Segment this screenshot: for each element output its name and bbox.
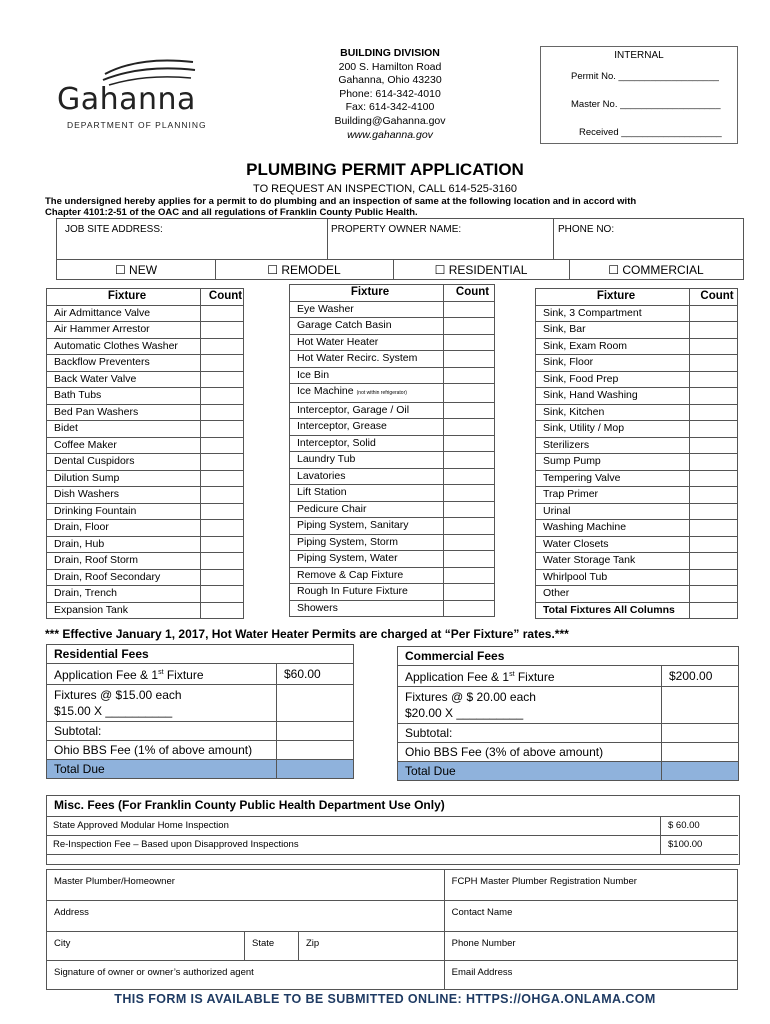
fixture-count-dish-washers[interactable] xyxy=(201,487,244,504)
fixture-count-sink-exam-room[interactable] xyxy=(690,338,738,355)
commercial-fixtures-label: Fixtures @ $ 20.00 each $20.00 X __________ xyxy=(398,687,662,724)
fixture-label-dish-washers: Dish Washers xyxy=(47,487,201,504)
fixture-row xyxy=(536,487,738,504)
fixture-row xyxy=(47,437,244,454)
fixture-row xyxy=(290,518,495,535)
count-header: Count xyxy=(690,289,738,306)
fixture-count-interceptor-grease[interactable] xyxy=(444,419,495,436)
fixture-count-urinal[interactable] xyxy=(690,503,738,520)
fixture-count-sink-kitchen[interactable] xyxy=(690,404,738,421)
logo-wordmark: Gahanna xyxy=(57,82,196,117)
division-address xyxy=(290,47,490,142)
property-owner-field[interactable] xyxy=(327,219,554,259)
fixture-count-air-hammer-arrestor[interactable] xyxy=(201,322,244,339)
new-checkbox[interactable]: ☐ NEW xyxy=(57,260,216,280)
fixture-row xyxy=(47,371,244,388)
fixture-label-sink-bar: Sink, Bar xyxy=(536,322,690,339)
permit-no-field[interactable]: Permit No. ___________________ xyxy=(571,71,719,82)
fixture-label-ice-machine: Ice Machine (not within refrigerator) xyxy=(290,384,444,403)
fixture-row xyxy=(290,435,495,452)
owner-label: PROPERTY OWNER NAME: xyxy=(331,224,462,235)
applicant-info-table xyxy=(46,869,738,990)
logo-department: DEPARTMENT OF PLANNING xyxy=(67,120,207,130)
fixture-row xyxy=(536,470,738,487)
city-line: Gahanna, Ohio 43230 xyxy=(338,74,442,87)
fixture-label-remove-cap-fixture: Remove & Cap Fixture xyxy=(290,567,444,584)
address-line: 200 S. Hamilton Road xyxy=(338,60,442,73)
commercial-bbs-label: Ohio BBS Fee (3% of above amount) xyxy=(398,743,662,762)
fixture-table-2 xyxy=(289,284,495,617)
fixture-label-lift-station: Lift Station xyxy=(290,485,444,502)
master-no-field[interactable]: Master No. ___________________ xyxy=(571,99,721,110)
reinspection-fee-amount: $100.00 xyxy=(661,836,739,855)
fixture-label-garage-catch-basin: Garage Catch Basin xyxy=(290,318,444,335)
fixture-count-sink-3-compartment[interactable] xyxy=(690,305,738,322)
fixture-label-sink-3-compartment: Sink, 3 Compartment xyxy=(536,305,690,322)
residential-checkbox[interactable]: ☐ RESIDENTIAL xyxy=(393,260,570,280)
fixture-row xyxy=(536,388,738,405)
residential-subtotal-amount[interactable] xyxy=(277,722,354,741)
fixture-row xyxy=(47,421,244,438)
fixture-count-sink-food-prep[interactable] xyxy=(690,371,738,388)
internal-title: INTERNAL xyxy=(614,50,664,61)
fixture-label-sink-food-prep: Sink, Food Prep xyxy=(536,371,690,388)
zip-field[interactable]: Zip xyxy=(299,932,445,961)
fixture-row xyxy=(290,567,495,584)
fixture-row xyxy=(536,322,738,339)
fixture-label-expansion-tank: Expansion Tank xyxy=(47,602,201,619)
fixture-label-drain-floor: Drain, Floor xyxy=(47,520,201,537)
reinspection-fee-label: Re-Inspection Fee – Based upon Disapproved Inspections xyxy=(46,836,661,855)
internal-box xyxy=(540,46,738,144)
fixture-row xyxy=(536,520,738,537)
fixture-label-automatic-clothes-washer: Automatic Clothes Washer xyxy=(47,338,201,355)
fixture-row xyxy=(47,470,244,487)
fixture-row xyxy=(290,301,495,318)
master-plumber-field[interactable]: Master Plumber/Homeowner xyxy=(47,870,445,901)
fixture-label-trap-primer: Trap Primer xyxy=(536,487,690,504)
fixture-row xyxy=(290,334,495,351)
residential-fees-title: Residential Fees xyxy=(47,645,354,664)
fixture-row xyxy=(290,600,495,617)
fixture-label-tempering-valve: Tempering Valve xyxy=(536,470,690,487)
fixture-row xyxy=(290,501,495,518)
fixture-row xyxy=(290,468,495,485)
fixture-row xyxy=(290,584,495,601)
fixture-row xyxy=(47,305,244,322)
fixture-label-hot-water-recirc-system: Hot Water Recirc. System xyxy=(290,351,444,368)
fixture-count-interceptor-garage-oil[interactable] xyxy=(444,402,495,419)
fixture-row xyxy=(47,322,244,339)
commercial-fees-table xyxy=(397,646,739,781)
misc-fees-table xyxy=(46,816,738,855)
fixture-label-backflow-preventers: Backflow Preventers xyxy=(47,355,201,372)
fixture-count-trap-primer[interactable] xyxy=(690,487,738,504)
fixture-count-drain-roof-secondary[interactable] xyxy=(201,569,244,586)
fixture-row xyxy=(536,437,738,454)
fixture-count-expansion-tank[interactable] xyxy=(201,602,244,619)
fixture-label-piping-system-storm: Piping System, Storm xyxy=(290,534,444,551)
fixture-count-bidet[interactable] xyxy=(201,421,244,438)
fixture-count-laundry-tub[interactable] xyxy=(444,452,495,469)
fixture-label-sterilizers: Sterilizers xyxy=(536,437,690,454)
fixture-count-backflow-preventers[interactable] xyxy=(201,355,244,372)
fixture-count-sink-bar[interactable] xyxy=(690,322,738,339)
commercial-bbs-amount[interactable] xyxy=(662,743,739,762)
fixture-count-remove-cap-fixture[interactable] xyxy=(444,567,495,584)
fixture-table-1 xyxy=(46,288,244,619)
ice-machine-note: (not within refrigerator) xyxy=(356,390,407,396)
fixture-label-drinking-fountain: Drinking Fountain xyxy=(47,503,201,520)
fixture-label-ice-bin: Ice Bin xyxy=(290,367,444,384)
fixture-label-interceptor-garage-oil: Interceptor, Garage / Oil xyxy=(290,402,444,419)
job-site-address-field[interactable] xyxy=(57,219,328,259)
fixture-count-sink-hand-washing[interactable] xyxy=(690,388,738,405)
fixture-count-drain-trench[interactable] xyxy=(201,586,244,603)
fixture-label-urinal: Urinal xyxy=(536,503,690,520)
fixture-count-lift-station[interactable] xyxy=(444,485,495,502)
fixture-count-ice-machine[interactable] xyxy=(444,384,495,403)
fixture-label-rough-in-future-fixture: Rough In Future Fixture xyxy=(290,584,444,601)
fixture-count-bath-tubs[interactable] xyxy=(201,388,244,405)
fixture-count-drinking-fountain[interactable] xyxy=(201,503,244,520)
job-site-label: JOB SITE ADDRESS: xyxy=(65,224,163,235)
fixture-row xyxy=(290,384,495,403)
fixture-label-laundry-tub: Laundry Tub xyxy=(290,452,444,469)
fixture-label-bidet: Bidet xyxy=(47,421,201,438)
fixture-label-drain-trench: Drain, Trench xyxy=(47,586,201,603)
fixture-row xyxy=(536,355,738,372)
fixture-count-hot-water-heater[interactable] xyxy=(444,334,495,351)
fixture-label-hot-water-heater: Hot Water Heater xyxy=(290,334,444,351)
commercial-app-fee-amount: $200.00 xyxy=(662,666,739,687)
commercial-fees-title: Commercial Fees xyxy=(398,647,739,666)
residential-total-amount[interactable] xyxy=(277,760,354,779)
phone-number-field[interactable]: Phone Number xyxy=(444,932,737,961)
fixture-label-air-admittance-valve: Air Admittance Valve xyxy=(47,305,201,322)
fixture-row xyxy=(290,534,495,551)
fixture-row xyxy=(47,388,244,405)
fixture-row xyxy=(536,404,738,421)
fixture-row xyxy=(47,355,244,372)
effective-note: *** Effective January 1, 2017, Hot Water Heater Permits are charged at “Per Fixture” rates.*** xyxy=(45,627,569,641)
fixture-table-3 xyxy=(535,288,738,619)
fixture-row xyxy=(536,305,738,322)
fixture-label-lavatories: Lavatories xyxy=(290,468,444,485)
residential-app-fee-label: Application Fee & 1st Fixture xyxy=(47,664,277,685)
fixture-label-interceptor-solid: Interceptor, Solid xyxy=(290,435,444,452)
fixture-row xyxy=(290,419,495,436)
website-line: www.gahanna.gov xyxy=(347,128,433,141)
fixture-row xyxy=(47,586,244,603)
fixture-label-pedicure-chair: Pedicure Chair xyxy=(290,501,444,518)
fixture-label-interceptor-grease: Interceptor, Grease xyxy=(290,419,444,436)
fixture-count-rough-in-future-fixture[interactable] xyxy=(444,584,495,601)
commercial-total-amount[interactable] xyxy=(662,762,739,781)
fixture-row xyxy=(290,485,495,502)
intro-text-2: Chapter 4101:2-51 of the OAC and all regulations of Franklin County Public Health. xyxy=(45,207,418,218)
fixture-label-other: Other xyxy=(536,586,690,603)
fixture-label-water-storage-tank: Water Storage Tank xyxy=(536,553,690,570)
fixture-row xyxy=(536,338,738,355)
email-line: Building@Gahanna.gov xyxy=(334,114,446,127)
total-fixtures-count[interactable] xyxy=(690,602,738,619)
fixture-row xyxy=(47,536,244,553)
fixture-row xyxy=(536,421,738,438)
fixture-label-dilution-sump: Dilution Sump xyxy=(47,470,201,487)
fixture-count-automatic-clothes-washer[interactable] xyxy=(201,338,244,355)
state-field[interactable]: State xyxy=(245,932,299,961)
fixture-header: Fixture xyxy=(290,285,444,302)
residential-fees-table xyxy=(46,644,354,779)
fixture-row xyxy=(536,454,738,471)
logo xyxy=(55,52,215,132)
fixture-count-whirlpool-tub[interactable] xyxy=(690,569,738,586)
fixture-label-showers: Showers xyxy=(290,600,444,617)
fixture-row xyxy=(290,452,495,469)
fixture-row xyxy=(47,503,244,520)
fixture-label-drain-hub: Drain, Hub xyxy=(47,536,201,553)
fixture-count-washing-machine[interactable] xyxy=(690,520,738,537)
fixture-row xyxy=(536,371,738,388)
fixture-count-drain-hub[interactable] xyxy=(201,536,244,553)
fixture-label-sink-floor: Sink, Floor xyxy=(536,355,690,372)
fixture-row xyxy=(47,569,244,586)
fixture-label-bed-pan-washers: Bed Pan Washers xyxy=(47,404,201,421)
modular-inspection-amount: $ 60.00 xyxy=(661,817,739,836)
fixture-row xyxy=(47,338,244,355)
fixture-count-piping-system-water[interactable] xyxy=(444,551,495,568)
commercial-subtotal-label: Subtotal: xyxy=(398,724,662,743)
fixture-count-other[interactable] xyxy=(690,586,738,603)
fixture-row xyxy=(536,536,738,553)
fixture-label-air-hammer-arrestor: Air Hammer Arrestor xyxy=(47,322,201,339)
fixture-label-drain-roof-storm: Drain, Roof Storm xyxy=(47,553,201,570)
fixture-count-piping-system-storm[interactable] xyxy=(444,534,495,551)
fixture-label-water-closets: Water Closets xyxy=(536,536,690,553)
division-title: BUILDING DIVISION xyxy=(340,47,440,59)
misc-fees-box xyxy=(46,795,740,865)
fixture-count-coffee-maker[interactable] xyxy=(201,437,244,454)
fixture-row xyxy=(47,454,244,471)
fixture-row xyxy=(290,367,495,384)
fixture-count-lavatories[interactable] xyxy=(444,468,495,485)
residential-bbs-label: Ohio BBS Fee (1% of above amount) xyxy=(47,741,277,760)
residential-bbs-amount[interactable] xyxy=(277,741,354,760)
fixture-row xyxy=(536,503,738,520)
fixture-count-hot-water-recirc-system[interactable] xyxy=(444,351,495,368)
fixture-count-dental-cuspidors[interactable] xyxy=(201,454,244,471)
fixture-count-drain-floor[interactable] xyxy=(201,520,244,537)
fixture-count-eye-washer[interactable] xyxy=(444,301,495,318)
fixture-count-sink-utility-mop[interactable] xyxy=(690,421,738,438)
fixture-count-tempering-valve[interactable] xyxy=(690,470,738,487)
residential-fixtures-amount[interactable] xyxy=(277,685,354,722)
fixture-label-coffee-maker: Coffee Maker xyxy=(47,437,201,454)
fixture-label-sump-pump: Sump Pump xyxy=(536,454,690,471)
commercial-app-fee-label: Application Fee & 1st Fixture xyxy=(398,666,662,687)
fixture-label-sink-exam-room: Sink, Exam Room xyxy=(536,338,690,355)
fixture-row xyxy=(290,351,495,368)
fixture-row xyxy=(290,551,495,568)
phone-no-field[interactable] xyxy=(553,219,743,259)
fixture-count-air-admittance-valve[interactable] xyxy=(201,305,244,322)
fixture-count-piping-system-sanitary[interactable] xyxy=(444,518,495,535)
count-header: Count xyxy=(201,289,244,306)
fixture-label-dental-cuspidors: Dental Cuspidors xyxy=(47,454,201,471)
fixture-label-eye-washer: Eye Washer xyxy=(290,301,444,318)
fixture-count-water-closets[interactable] xyxy=(690,536,738,553)
email-address-field[interactable]: Email Address xyxy=(444,961,737,990)
fixture-count-sterilizers[interactable] xyxy=(690,437,738,454)
fixture-count-sump-pump[interactable] xyxy=(690,454,738,471)
commercial-checkbox[interactable]: ☐ COMMERCIAL xyxy=(608,263,704,277)
commercial-subtotal-amount[interactable] xyxy=(662,724,739,743)
fixture-header: Fixture xyxy=(536,289,690,306)
fixture-row xyxy=(47,553,244,570)
fixture-row xyxy=(536,586,738,603)
fixture-count-garage-catch-basin[interactable] xyxy=(444,318,495,335)
count-header: Count xyxy=(444,285,495,302)
fixture-label-back-water-valve: Back Water Valve xyxy=(47,371,201,388)
fixture-row xyxy=(47,404,244,421)
fixture-label-sink-utility-mop: Sink, Utility / Mop xyxy=(536,421,690,438)
fixture-count-bed-pan-washers[interactable] xyxy=(201,404,244,421)
fixture-count-pedicure-chair[interactable] xyxy=(444,501,495,518)
fixture-row xyxy=(290,318,495,335)
fixture-row xyxy=(47,520,244,537)
fcph-registration-field[interactable]: FCPH Master Plumber Registration Number xyxy=(444,870,737,901)
fixture-count-ice-bin[interactable] xyxy=(444,367,495,384)
fixture-label-washing-machine: Washing Machine xyxy=(536,520,690,537)
signature-field[interactable]: Signature of owner or owner’s authorized agent xyxy=(47,961,445,990)
residential-app-fee-amount: $60.00 xyxy=(277,664,354,685)
received-field[interactable]: Received ___________________ xyxy=(579,127,722,138)
fixture-row xyxy=(290,402,495,419)
fax-line: Fax: 614-342-4100 xyxy=(345,101,435,114)
commercial-fixtures-amount[interactable] xyxy=(662,687,739,724)
fixture-label-sink-kitchen: Sink, Kitchen xyxy=(536,404,690,421)
fixture-count-drain-roof-storm[interactable] xyxy=(201,553,244,570)
phone-label: PHONE NO: xyxy=(558,224,615,235)
fixture-count-dilution-sump[interactable] xyxy=(201,470,244,487)
fixture-row xyxy=(47,602,244,619)
fixture-count-water-storage-tank[interactable] xyxy=(690,553,738,570)
misc-fees-title: Misc. Fees (For Franklin County Public Health Department Use Only) xyxy=(54,798,445,812)
page-title: PLUMBING PERMIT APPLICATION xyxy=(246,160,524,179)
fixture-count-sink-floor[interactable] xyxy=(690,355,738,372)
fixture-label-piping-system-water: Piping System, Water xyxy=(290,551,444,568)
fixture-count-interceptor-solid[interactable] xyxy=(444,435,495,452)
phone-line: Phone: 614-342-4010 xyxy=(339,87,441,100)
intro-text-1: The undersigned hereby applies for a permit to do plumbing and an inspection of same at the following location and in accord with xyxy=(45,196,637,207)
city-field[interactable]: City xyxy=(47,932,245,961)
fixture-row xyxy=(47,487,244,504)
inspection-subtitle: TO REQUEST AN INSPECTION, CALL 614-525-3160 xyxy=(253,183,517,195)
total-fixtures-label: Total Fixtures All Columns xyxy=(536,602,690,619)
online-submission-footer: THIS FORM IS AVAILABLE TO BE SUBMITTED ONLINE: HTTPS://OHGA.ONLAMA.COM xyxy=(114,992,656,1006)
commercial-total-label: Total Due xyxy=(398,762,662,781)
residential-total-label: Total Due xyxy=(47,760,277,779)
fixture-label-whirlpool-tub: Whirlpool Tub xyxy=(536,569,690,586)
site-info-box xyxy=(56,218,744,280)
residential-fixtures-label: Fixtures @ $15.00 each $15.00 X __________ xyxy=(47,685,277,722)
fixture-label-drain-roof-secondary: Drain, Roof Secondary xyxy=(47,569,201,586)
fixture-header: Fixture xyxy=(47,289,201,306)
modular-inspection-label: State Approved Modular Home Inspection xyxy=(46,817,661,836)
fixture-count-back-water-valve[interactable] xyxy=(201,371,244,388)
fixture-count-showers[interactable] xyxy=(444,600,495,617)
fixture-label-piping-system-sanitary: Piping System, Sanitary xyxy=(290,518,444,535)
fixture-row xyxy=(536,553,738,570)
remodel-checkbox[interactable]: ☐ REMODEL xyxy=(215,260,394,280)
fixture-row xyxy=(536,569,738,586)
fixture-label-bath-tubs: Bath Tubs xyxy=(47,388,201,405)
fixture-label-sink-hand-washing: Sink, Hand Washing xyxy=(536,388,690,405)
address-field[interactable]: Address xyxy=(47,901,445,932)
type-row xyxy=(57,259,743,280)
residential-subtotal-label: Subtotal: xyxy=(47,722,277,741)
contact-name-field[interactable]: Contact Name xyxy=(444,901,737,932)
